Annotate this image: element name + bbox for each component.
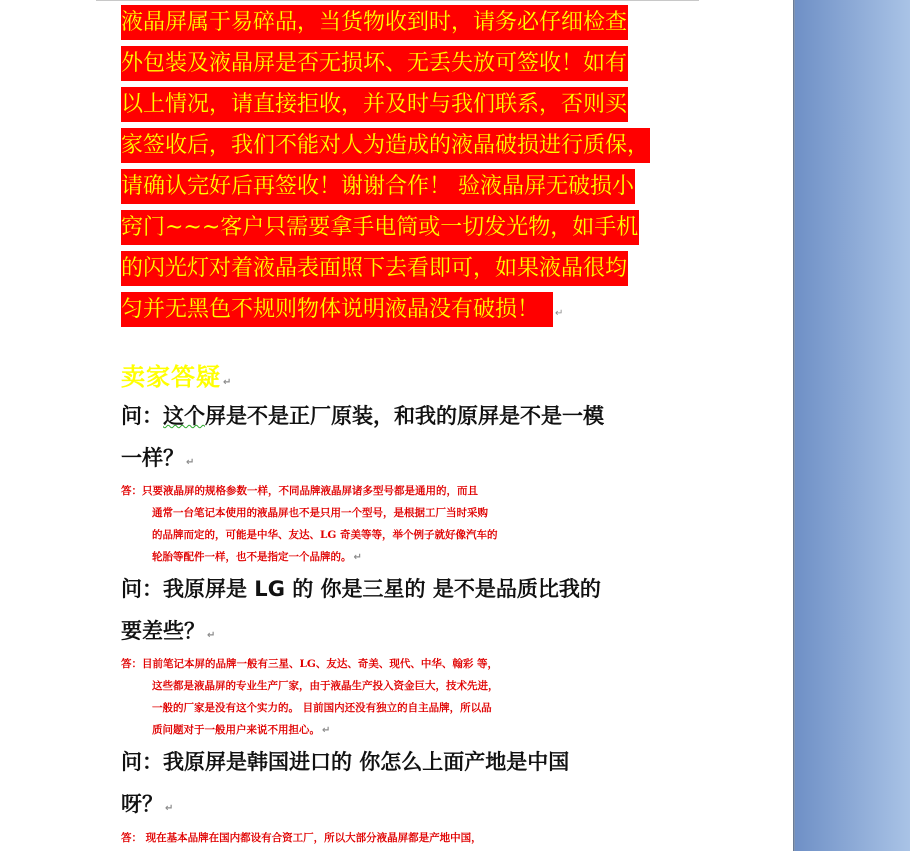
- faq-question: [121, 568, 681, 657]
- answer-line-text: 轮胎等配件一样，也不是指定一个品牌的。: [152, 551, 352, 563]
- notice-line: 家签收后，我们不能对人为造成的液晶破损进行质保，: [121, 128, 650, 163]
- question-line-text: 要差些？: [121, 619, 205, 643]
- notice-line: 以上情况，请直接拒收，并及时与我们联系，否则买: [121, 87, 628, 122]
- answer-line: 答： 现在基本品牌在国内都设有合资工厂，所以大部分液晶屏都是产地中国，: [121, 832, 482, 844]
- paragraph-mark-icon: ↵: [322, 725, 331, 736]
- workspace-background: [795, 0, 910, 851]
- answer-line: 答：只要液晶屏的规格参数一样，不同品牌液晶屏诸多型号都是通用的，而且: [121, 485, 478, 497]
- answer-line: [121, 546, 676, 569]
- question-line: [121, 610, 681, 657]
- question-line-text: 一样？: [121, 446, 184, 470]
- question-line: 问：我原屏是 LG 的 你是三星的 是不是品质比我的: [121, 577, 601, 601]
- spellcheck-underline: 这个: [163, 404, 205, 428]
- faq-question: [121, 741, 681, 830]
- paragraph-mark-icon: ↵: [186, 457, 195, 468]
- paragraph-mark-icon: ↵: [353, 552, 362, 563]
- notice-block: [121, 5, 674, 333]
- question-line-text: 呀？: [121, 792, 163, 816]
- answer-line: 通常一台笔记本使用的液晶屏也不是只用一个型号，是根据工厂当时采购: [152, 507, 488, 519]
- notice-line: 匀并无黑色不规则物体说明液晶没有破损！: [121, 292, 553, 327]
- faq-answer: [121, 480, 676, 569]
- notice-line: 的闪光灯对着液晶表面照下去看即可，如果液晶很均: [121, 251, 628, 286]
- answer-line: 的品牌而定的，可能是中华、友达、LG 奇美等等，举个例子就好像汽车的: [152, 529, 498, 541]
- answer-line: [121, 719, 676, 742]
- page-top-rule: [96, 0, 699, 1]
- notice-line: 外包装及液晶屏是否无损坏、无丢失放可签收！如有: [121, 46, 628, 81]
- faq-question: [121, 395, 681, 484]
- notice-line: 窍门~~~客户只需要拿手电筒或一切发光物，如手机: [121, 210, 639, 245]
- paragraph-mark-icon: ↵: [207, 630, 216, 641]
- answer-line: 一般的厂家是没有这个实力的。 目前国内还没有独立的自主品牌，所以品: [152, 702, 492, 714]
- paragraph-mark-icon: ↵: [165, 803, 174, 814]
- notice-line: 液晶屏属于易碎品，当货物收到时，请务必仔细检查: [121, 5, 628, 40]
- question-line: 问：这个屏是不是正厂原装，和我的原屏是不是一模: [121, 404, 604, 428]
- question-line: [121, 437, 681, 484]
- answer-line: 这些都是液晶屏的专业生产厂家，由于液晶生产投入资金巨大，技术先进，: [152, 680, 499, 692]
- notice-line: 请确认完好后再签收！谢谢合作！ 验液晶屏无破损小: [121, 169, 635, 204]
- faq-answer: [121, 827, 676, 849]
- paragraph-mark-icon: ↵: [223, 377, 233, 388]
- question-line: 问：我原屏是韩国进口的 你怎么上面产地是中国: [121, 750, 570, 774]
- question-line: [121, 783, 681, 830]
- answer-line: 答：目前笔记本屏的品牌一般有三星、LG、友达、奇美、现代、中华、翰彩 等，: [121, 658, 499, 670]
- paragraph-mark-icon: ↵: [555, 308, 564, 319]
- faq-answer: [121, 653, 676, 742]
- answer-line-text: 质问题对于一般用户来说不用担心。: [152, 724, 320, 736]
- faq-heading: [121, 357, 232, 392]
- faq-heading-text: 卖家答疑: [121, 362, 221, 391]
